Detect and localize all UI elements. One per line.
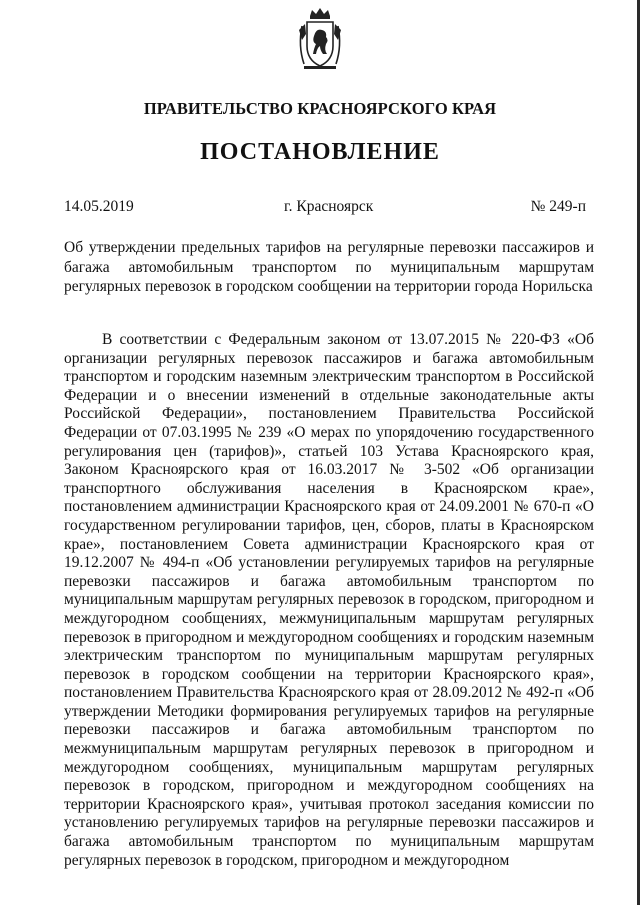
document-date: 14.05.2019: [64, 198, 134, 215]
krasnoyarsk-coat-of-arms-icon: [296, 6, 344, 72]
document-subject: Об утверждении предельных тарифов на регулярные перевозки пассажиров и багажа автомобильным транспортом по муниципальным маршрутам регулярных перевозок в городском сообщении на территории города Норильска: [64, 239, 594, 295]
document-city: г. Красноярск: [284, 198, 374, 215]
document-type-title: ПОСТАНОВЛЕНИЕ: [200, 139, 440, 165]
government-title: ПРАВИТЕЛЬСТВО КРАСНОЯРСКОГО КРАЯ: [143, 99, 497, 118]
document-body-paragraph: В соответствии с Федеральным законом от 13.07.2015 № 220-ФЗ «Об организации регулярных перевозок пассажиров и багажа автомобильным транспортом и городским наземным электрическим транспортом в Российской Федерации и о внесении изменений в отдельные законодательные акты Российской Федерации», постановлением Правительства Российской Федерации от 07.03.1995 № 239 «О мерах по упорядочению государственного регулирования цен (тарифов)», статьей 103 Устава Красноярского края, Законом Красноярского края от 16.03.2017 № 3-502 «Об организации транспортного обслуживания населения в Красноярском крае», постановлением администрации Красноярского края от 24.09.2001 № 670-п «О государственном регулировании тарифов, цен, сборов, платы в Красноярском крае», постановлением Совета администрации Красноярского края от 19.12.2007 № 494-п «Об установлении регулируемых тарифов на регулярные перевозки пассажиров и багажа автомобильным транспортом по муниципальным маршрутам регулярных перевозок в городском, пригородном и междугородном сообщениях, межмуниципальным маршрутам регулярных перевозок в пригородном и междугородном сообщениях и городским наземным электрическим транспортом по муниципальным маршрутам регулярных перевозок в городском сообщении на территории Красноярского края», постановлением Правительства Красноярского края от 28.09.2012 № 492-п «Об утверждении Методики формирования регулируемых тарифов на регулярные перевозки пассажиров и багажа автомобильным транспортом по межмуниципальным маршрутам регулярных перевозок в пригородном и междугородном сообщениях, муниципальным маршрутам регулярных перевозок в городском, пригородном и междугородном сообщениях на территории Красноярского края», учитывая протокол заседания комиссии по установлению регулируемых тарифов на регулярные перевозки пассажиров и багажа автомобильным транспортом по муниципальным маршрутам регулярных перевозок в городском, пригородном и междугородном: [64, 331, 594, 869]
document-number: № 249-п: [530, 198, 586, 215]
